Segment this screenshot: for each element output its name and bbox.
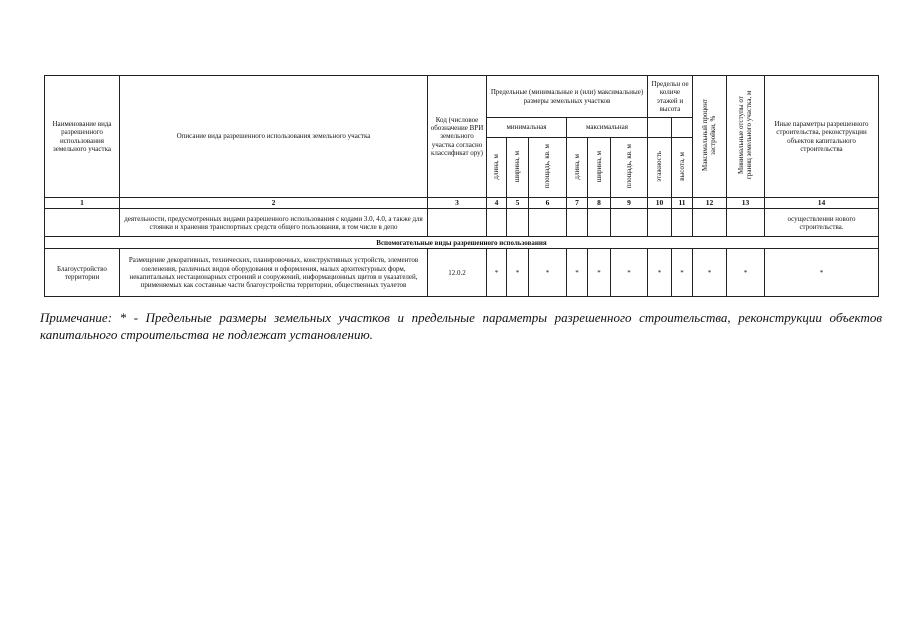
column-number: 12 xyxy=(693,198,727,209)
column-number: 1 xyxy=(45,198,120,209)
land-use-table-sheet xyxy=(44,75,878,297)
empty-cell xyxy=(727,209,765,237)
header-floors-group: Предельн ое количе этажей и высота xyxy=(648,76,693,118)
column-number: 6 xyxy=(529,198,567,209)
column-number: 14 xyxy=(765,198,879,209)
header-build-percent: Максимальный процент застройки, % xyxy=(693,76,727,198)
row-area-min: * xyxy=(529,249,567,297)
header-width-max: ширина, м xyxy=(588,138,611,198)
row-setback: * xyxy=(727,249,765,297)
row-width-max: * xyxy=(588,249,611,297)
continuation-name xyxy=(45,209,120,237)
header-description: Описание вида разрешенного использования земельного участка xyxy=(120,76,428,198)
column-number: 4 xyxy=(487,198,507,209)
row-build-percent: * xyxy=(693,249,727,297)
header-name: Наименование вида разрешенного использования земельного участка xyxy=(45,76,120,198)
row-description: Размещение декоративных, технических, планировочных, конструктивных устройств, элементов озеленения, различных видов оборудования и оформления, малых архитектурных форм, некапитальных нестационарных строений и сооружений, информационных щитов и указателей, применяемых как составные части благоустройства территории, общественных туалетов xyxy=(120,249,428,297)
header-length-max: длина, м xyxy=(567,138,588,198)
column-number: 2 xyxy=(120,198,428,209)
continuation-description: деятельности, предусмотренных видами разрешенного использования с кодами 3.0, 4.0, а также для стоянки и хранения транспортных средств общего пользования, в том числе в депо xyxy=(120,209,428,237)
row-code: 12.0.2 xyxy=(428,249,487,297)
header-area-max: площадь, кв. м xyxy=(611,138,648,198)
section-row xyxy=(45,237,879,249)
header-floors-spacer-1 xyxy=(648,118,672,138)
empty-cell xyxy=(648,209,672,237)
empty-cell xyxy=(672,209,693,237)
table-row xyxy=(45,249,879,297)
row-name: Благоустройство территории xyxy=(45,249,120,297)
column-number: 8 xyxy=(588,198,611,209)
row-floors: * xyxy=(648,249,672,297)
row-length-max: * xyxy=(567,249,588,297)
header-min: минимальная xyxy=(487,118,567,138)
row-height: * xyxy=(672,249,693,297)
column-number: 5 xyxy=(507,198,529,209)
empty-cell xyxy=(567,209,588,237)
empty-cell xyxy=(487,209,507,237)
continuation-other: осуществлении нового строительства. xyxy=(765,209,879,237)
section-title: Вспомогательные виды разрешенного использования xyxy=(45,237,879,249)
column-number-row xyxy=(45,198,879,209)
row-length-min: * xyxy=(487,249,507,297)
column-number: 10 xyxy=(648,198,672,209)
empty-cell xyxy=(588,209,611,237)
header-area-min: площадь, кв. м xyxy=(529,138,567,198)
column-number: 13 xyxy=(727,198,765,209)
row-width-min: * xyxy=(507,249,529,297)
empty-cell xyxy=(507,209,529,237)
row-other-params: * xyxy=(765,249,879,297)
header-floors: этажность xyxy=(648,138,672,198)
column-number: 11 xyxy=(672,198,693,209)
header-height: высота, м xyxy=(672,138,693,198)
column-number: 3 xyxy=(428,198,487,209)
row-area-max: * xyxy=(611,249,648,297)
header-row-1 xyxy=(45,76,879,118)
header-setback: Минимальные отступы от границ земельного участка, м xyxy=(727,76,765,198)
column-number: 9 xyxy=(611,198,648,209)
empty-cell xyxy=(611,209,648,237)
header-max: максимальная xyxy=(567,118,648,138)
empty-cell xyxy=(529,209,567,237)
land-use-table xyxy=(44,75,879,297)
header-width-min: ширина, м xyxy=(507,138,529,198)
header-code: Код (числовое обозначение ВРИ земельного участка согласно классификат ору) xyxy=(428,76,487,198)
footnote: Примечание: * - Предельные размеры земельных участков и предельные параметры разрешенного строительства, реконструкции объектов капитального строительства не подлежат установлению. xyxy=(40,310,882,342)
empty-cell xyxy=(693,209,727,237)
column-number: 7 xyxy=(567,198,588,209)
continuation-row xyxy=(45,209,879,237)
header-other-params: Иные параметры разрешенного строительства, реконструкции объектов капитального строительства xyxy=(765,76,879,198)
header-floors-spacer-2 xyxy=(672,118,693,138)
continuation-code xyxy=(428,209,487,237)
header-plot-limits: Предельные (минимальные и (или) максимальные) размеры земельных участков xyxy=(487,76,648,118)
header-length-min: длина, м xyxy=(487,138,507,198)
